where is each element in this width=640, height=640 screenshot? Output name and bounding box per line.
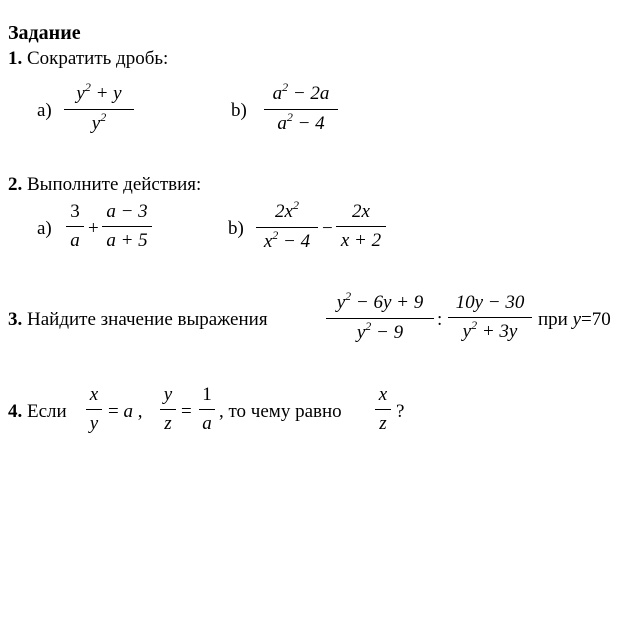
- task-2b-f2-numerator: 2x: [352, 201, 370, 222]
- task-2a-fraction-2: [102, 200, 152, 253]
- task-3-heading: [8, 309, 268, 331]
- task-4-heading: [8, 401, 67, 423]
- task-2-number: 2.: [8, 174, 23, 195]
- task-1b-fraction: [264, 82, 338, 137]
- task-2b-f1-denominator: $x^2 - 4$: [263, 228, 311, 252]
- task-4-fraction-4: [375, 383, 391, 436]
- task-3-text: Найдите значение выражения: [27, 309, 268, 330]
- task-4-fraction-3: [199, 383, 215, 436]
- task-1b-label: b): [231, 100, 247, 121]
- task-3-f1-denominator: $y^2 - 9$: [356, 319, 404, 343]
- task-1-heading: [8, 48, 168, 70]
- task-2b-fraction-2: [336, 200, 386, 253]
- task-3-f2-denominator: $y^2 + 3y$: [462, 318, 518, 342]
- task-1-text: Сократить дробь:: [27, 48, 169, 69]
- task-4-f2-numerator: y: [163, 384, 173, 405]
- task-4-f1-denominator: y: [89, 413, 99, 434]
- task-1b-numerator: $a^2 - 2a$: [272, 80, 330, 104]
- task-3-f1-numerator: $y^2 - 6y + 9$: [336, 289, 424, 313]
- task-4-f1-numerator: x: [89, 384, 99, 405]
- task-4-f4-denominator: z: [379, 413, 387, 434]
- task-4-fraction-2: [160, 383, 176, 436]
- task-2a-operator: +: [88, 218, 99, 239]
- task-3-tail: при y=70: [538, 309, 611, 330]
- task-1a-fraction: [64, 82, 134, 137]
- task-2a-f1-denominator: a: [70, 230, 80, 251]
- task-2b-fraction-1: [256, 200, 318, 255]
- task-4-number: 4.: [8, 401, 23, 422]
- task-4-equals-2: =: [181, 401, 192, 422]
- task-4-f4-numerator: x: [378, 384, 388, 405]
- task-4-text-end: ?: [396, 401, 405, 422]
- task-1a-numerator: $y^2 + y$: [76, 80, 122, 104]
- task-3-number: 3.: [8, 309, 23, 330]
- task-2a-label: а): [37, 218, 52, 239]
- task-2a-f2-denominator: a + 5: [106, 230, 148, 251]
- task-1b-denominator: $a^2 - 4$: [277, 110, 325, 134]
- task-2a-f1-numerator: 3: [70, 201, 80, 222]
- task-4-f3-denominator: a: [202, 413, 212, 434]
- task-1a-label: а): [37, 100, 52, 121]
- task-4-f3-numerator: 1: [202, 384, 212, 405]
- task-2a-fraction-1: [66, 200, 84, 253]
- task-4-text-start: Если: [27, 401, 67, 422]
- task-2b-label: b): [228, 218, 244, 239]
- task-2b-f2-denominator: x + 2: [340, 230, 382, 251]
- task-4-fraction-1: [86, 383, 102, 436]
- task-3-fraction-1: [326, 291, 434, 346]
- task-2a-f2-numerator: a − 3: [106, 201, 148, 222]
- task-2b-operator: −: [322, 218, 333, 239]
- task-1a-denominator: $y^2$: [91, 110, 107, 134]
- task-3-operator: :: [437, 309, 443, 330]
- task-2-text: Выполните действия:: [27, 174, 202, 195]
- task-3-fraction-2: [448, 291, 532, 345]
- task-1-number: 1.: [8, 48, 23, 69]
- task-2b-f1-numerator: $2x^2$: [275, 198, 299, 222]
- task-4-equation-1: = a ,: [108, 401, 143, 422]
- page-title: Задание: [8, 22, 81, 44]
- task-4-text-mid: , то чему равно: [219, 401, 342, 422]
- task-2-heading: [8, 174, 201, 196]
- task-3-f2-numerator: 10y − 30: [455, 292, 525, 313]
- task-4-f2-denominator: z: [164, 413, 172, 434]
